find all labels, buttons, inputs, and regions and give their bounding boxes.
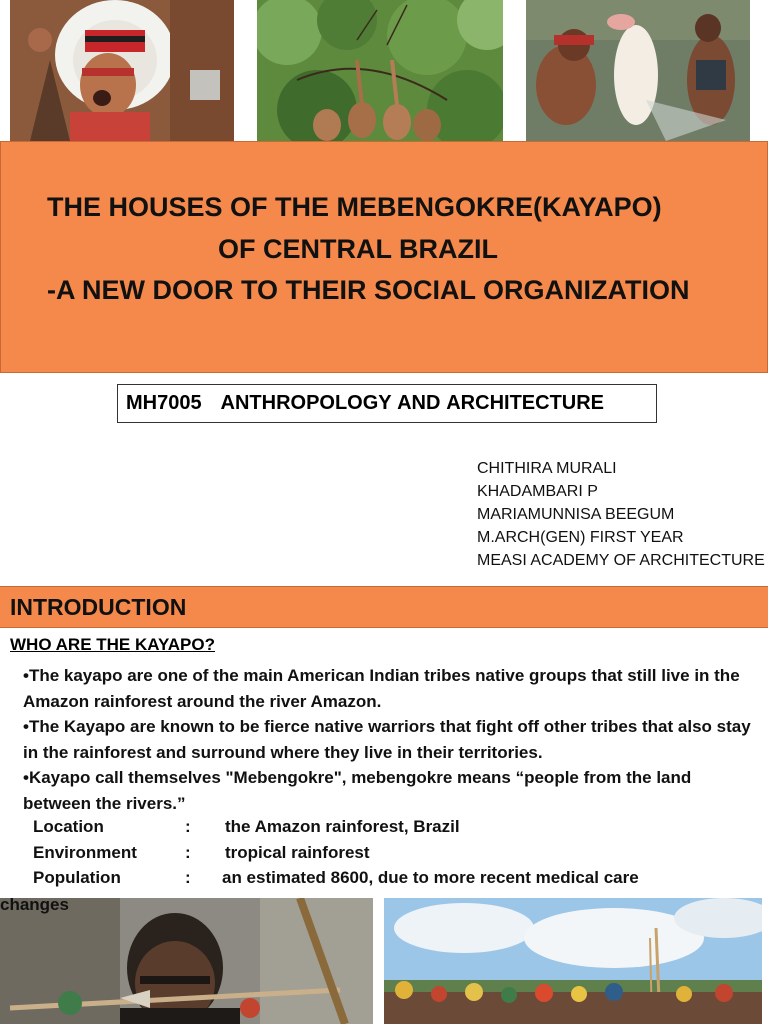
- fact-value: an estimated 8600, due to more recent medical care: [222, 868, 639, 887]
- author-line: M.ARCH(GEN) FIRST YEAR: [477, 529, 684, 546]
- archers-in-forest-image: [257, 0, 503, 141]
- fact-value: tropical rainforest: [225, 842, 370, 862]
- fact-population-continuation: changes: [0, 895, 69, 914]
- author-line: MEASI ACADEMY OF ARCHITECTURE: [477, 552, 765, 569]
- warrior-portrait-image: [10, 0, 234, 141]
- section-subheading: WHO ARE THE KAYAPO?: [10, 635, 215, 654]
- author-line: MARIAMUNNISA BEEGUM: [477, 506, 675, 523]
- river-fishing-image: [526, 0, 750, 141]
- title-line-1: THE HOUSES OF THE MEBENGOKRE(KAYAPO): [47, 192, 662, 222]
- fact-label: Location: [33, 817, 104, 836]
- fact-environment: [23, 843, 763, 869]
- tribal-gathering-image: [384, 898, 762, 1024]
- bullet-item: •The kayapo are one of the main American Indian tribes native groups that still live in the Amazon rainforest around the river Amazon.: [23, 666, 740, 711]
- bullet-list: [23, 663, 763, 816]
- archer-boy-image: [0, 898, 373, 1024]
- fact-label: Environment: [33, 842, 137, 862]
- introduction-banner: [0, 586, 768, 628]
- fact-value: the Amazon rainforest, Brazil: [225, 817, 460, 836]
- title-line-2: OF CENTRAL BRAZIL: [218, 234, 498, 264]
- author-line: CHITHIRA MURALI: [477, 460, 617, 477]
- author-list: [477, 457, 765, 572]
- course-title: MH7005 ANTHROPOLOGY AND ARCHITECTURE: [126, 392, 605, 414]
- introduction-heading: INTRODUCTION: [10, 594, 187, 620]
- fact-separator: :: [185, 817, 191, 836]
- title-line-3: -A NEW DOOR TO THEIR SOCIAL ORGANIZATION: [47, 275, 690, 305]
- bullet-item: •The Kayapo are known to be fierce native warriors that fight off other tribes that also stay in the rainforest and surround where they live in their territories.: [23, 717, 751, 762]
- fact-population: [23, 868, 763, 894]
- fact-separator: :: [185, 842, 191, 862]
- course-box: [117, 384, 657, 423]
- fact-label: Population: [33, 868, 121, 887]
- fact-location: [23, 817, 763, 843]
- fact-separator: :: [185, 868, 191, 887]
- title-banner: [0, 141, 768, 373]
- facts-list: [23, 817, 763, 894]
- author-line: KHADAMBARI P: [477, 483, 598, 500]
- bullet-item: •Kayapo call themselves "Mebengokre", mebengokre means “people from the land between the rivers.”: [23, 768, 692, 813]
